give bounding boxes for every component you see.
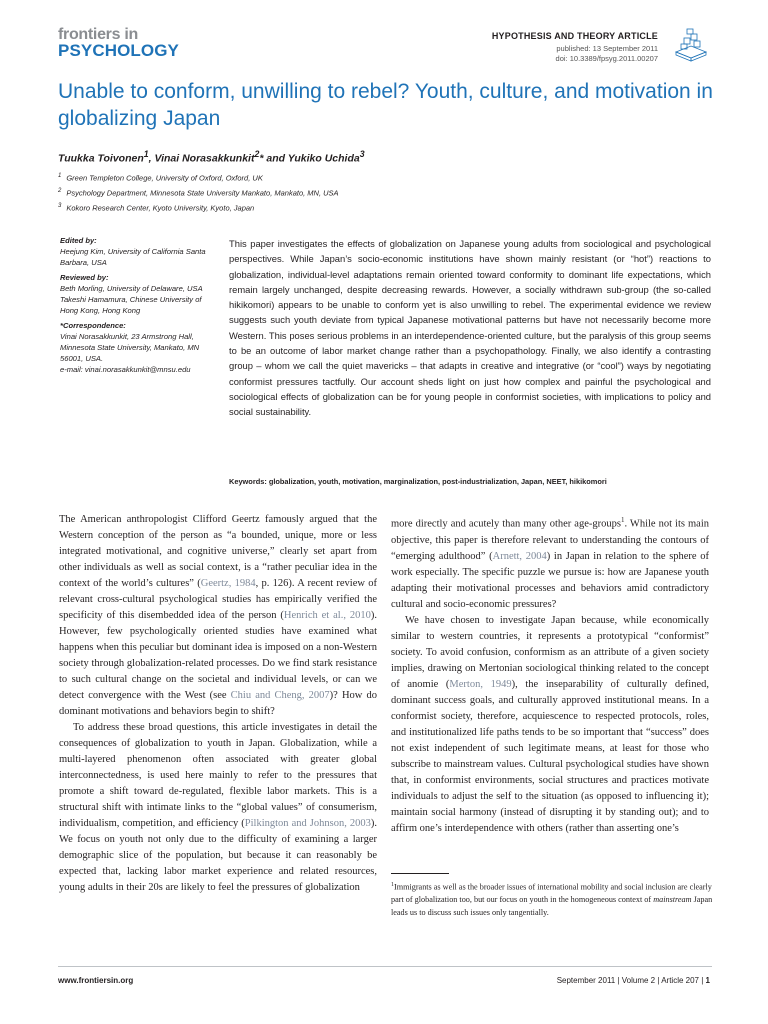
body-column-left xyxy=(59,512,377,896)
author-name[interactable]: Yukiko Uchida xyxy=(287,152,360,165)
affiliations xyxy=(58,170,339,215)
author-name[interactable]: Tuukka Toivonen xyxy=(58,152,144,165)
body-paragraph: more directly and acutely than many other age-groups$^1$. While not its main objective, this paper is therefore relevant to understanding the contours of “emerging adulthood” (Arnett, 2004) in Japan in relation to the sphere of work especially. The specific puzzle we pursue is: how are Japanese youth adapting their motivational processes and behaviors amid contradictory cultural and socio-economic pressures? xyxy=(391,516,710,610)
correspondence-address: Vinai Norasakkunkit, 23 Armstrong Hall, Minnesota State University, Mankato, MN 56001, USA. xyxy=(60,332,200,363)
correspondence-label: *Correspondence: xyxy=(60,321,126,330)
citation-link[interactable]: Chiu and Cheng, 2007 xyxy=(230,690,330,701)
keywords: Keywords: globalization, youth, motivation, marginalization, post-industrialization, Japan, NEET, hikikomori xyxy=(229,477,607,486)
article-title: Unable to conform, unwilling to rebel? Youth, culture, and motivation in globalizing Japan xyxy=(58,80,713,130)
footnote-divider xyxy=(391,873,449,874)
published-date: published: 13 September 2011 xyxy=(556,44,658,53)
reviewer: Beth Morling, University of Delaware, USA xyxy=(60,284,203,293)
abstract: This paper investigates the effects of globalization on Japanese young adults from sociological and psychological perspectives. While Japan’s socio-economic institutions have shown mainly resistant (or “hot”) reactions to globalization, individual-level adaptations remain oriented toward conformity to dominant life expectations, which remain largely unchanged, despite decreasing rewards. However, a socially withdrawn sub-group (the so-called hikikomori) appears to be unable to conform yet is also unwilling to rebel. The experimental evidence we review suggests such youth deviate from typical Japanese motivational patterns but have not necessarily become more Western. This poses serious problems in an interdependence-oriented culture, but the paralysis of this group seems to be an outcome of labor market change rather than a psychopathology. Finally, we also identify a contrasting group – whom we call the quiet mavericks – that adapts in creative and integrative (or “cool”) ways by negotiating conformist pressures tactfully. Our account sheds light on just how complex and painful the psychological and sociological effects of globalization can be for young people in conformist societies, with implications to policy and social sustainability. xyxy=(229,238,711,418)
reviewed-by-label: Reviewed by: xyxy=(60,273,109,282)
doi[interactable]: doi: 10.3389/fpsyg.2011.00207 xyxy=(555,54,658,63)
author-affil-sup: 2 xyxy=(254,149,260,159)
journal-logo[interactable] xyxy=(58,28,188,60)
body-paragraph: The American anthropologist Clifford Geertz famously argued that the Western conception of the person as “a bounded, unique, more or less integrated motivational, and cognitive universe,” clearly set apart from other individuals as well as social context, is a “rather peculiar idea in the context of the world’s cultures” (Geertz, 1984, p. 126). A recent review of relevant cross-cultural psychological studies has empirically verified the specificity of this disembedded idea of the person (Henrich et al., 2010). However, few psychologically oriented studies have examined what happens when this peculiar but dominant idea is imposed on a non-Western society through globalization-related processes. Do we find stark resistance to such cultural change on the societal and individual levels, or can we detect convergence with the West (see Chiu and Cheng, 2007)? How do dominant motivations and behaviors begin to shift? xyxy=(59,514,378,717)
author-name[interactable]: Vinai Norasakkunkit xyxy=(154,152,255,165)
citation-link[interactable]: Arnett, 2004 xyxy=(492,550,547,562)
author-list: Tuukka Toivonen$^1$, Vinai Norasakkunkit$^2$* and Yukiko Uchida$^3$ xyxy=(58,149,365,165)
logo-line2: PSYCHOLOGY xyxy=(58,41,179,60)
footer-info: September 2011 | Volume 2 | Article 207 | 1 xyxy=(556,976,710,985)
author-affil-sup: 3 xyxy=(359,149,365,159)
citation-link[interactable]: Henrich et al., 2010 xyxy=(283,610,371,621)
correspondence-email[interactable]: e-mail: vinai.norasakkunkit@mnsu.edu xyxy=(60,365,191,374)
editor: Heejung Kim, University of California Santa Barbara, USA xyxy=(60,247,206,267)
reviewer: Takeshi Hamamura, Chinese University of Hong Kong, Hong Kong xyxy=(60,295,202,315)
affiliation: $^3$ Kokoro Research Center, Kyoto University, Kyoto, Japan xyxy=(58,203,255,213)
affiliation: $^1$ Green Templeton College, University of Oxford, Oxford, UK xyxy=(58,173,263,183)
corresponding-mark: * xyxy=(259,152,264,165)
logo-line1: frontiers in xyxy=(58,26,138,43)
affiliation: $^2$ Psychology Department, Minnesota State University Mankato, Mankato, MN, USA xyxy=(58,188,339,198)
author-affil-sup: 1 xyxy=(143,149,149,159)
article-type: HYPOTHESIS AND THEORY ARTICLE xyxy=(491,31,658,41)
edited-by-label: Edited by: xyxy=(60,236,97,245)
body-paragraph: We have chosen to investigate Japan because, while economically similar to western countries, it represents a prototypical “conformist” society. To avoid confusion, conformism as an attribute of a given society implies, drawing on Mertonian sociological thinking related to the concept of anomie (Merton, 1949), the inseparability of culturally defined, dominant success goals, and culturally approved institutional means. In a conformist society, therefore, acquiescence to respected protocols, roles, and institutionalized life paths tends to be so important that “success” does not exist independent of such legitimate means, at least for those who subscribe to mainstream values. Cultural psychological studies have shown that, in conformist environments, social structures and practices motivate individuals to adjust the self to the situation (as opposed to influencing it); maintain social harmony (instead of disrupting it by standing out); and to affirm one’s interdependence with others (rather than asserting one’s xyxy=(391,614,709,834)
footer-divider xyxy=(58,966,712,967)
page-number: 1 xyxy=(705,976,710,985)
body-paragraph: To address these broad questions, this article investigates in detail the consequences of globalization to youth in Japan. Globalization, while a multi-layered phenomenon often associated with greater global interconnectedness, is used here mainly to refer to the pressures that promote a shift toward de-regulated, flexible labor markets. This is a structural shift with intimate links to the “global values” of consumerism, individualism, competition, and efficiency (Pilkington and Johnson, 2003). We focus on youth not only due to the difficulty of examining a larger demographic slice of the population, but because it can reasonably be expected that, lacking labor market experience and related resources, young adults in their 20s are likely to feel the pressures of globalization xyxy=(59,722,378,893)
article-meta xyxy=(556,44,658,64)
citation-link[interactable]: Merton, 1949 xyxy=(449,678,512,690)
blocks-icon xyxy=(672,24,710,62)
editorial-meta xyxy=(60,235,220,375)
footnote-ref[interactable]: 1 xyxy=(620,516,625,524)
footer-url[interactable]: www.frontiersin.org xyxy=(58,976,134,985)
citation-link[interactable]: Pilkington and Johnson, 2003 xyxy=(244,818,371,829)
footnote: $^1$Immigrants as well as the broader issues of international mobility and social inclusion are clearly part of globalization too, but our focus on youth in the homogeneous context of mainstream Japan leads us to discuss such issues only tangentially. xyxy=(391,882,713,917)
citation-link[interactable]: Geertz, 1984 xyxy=(200,578,256,589)
body-column-right xyxy=(391,512,709,837)
